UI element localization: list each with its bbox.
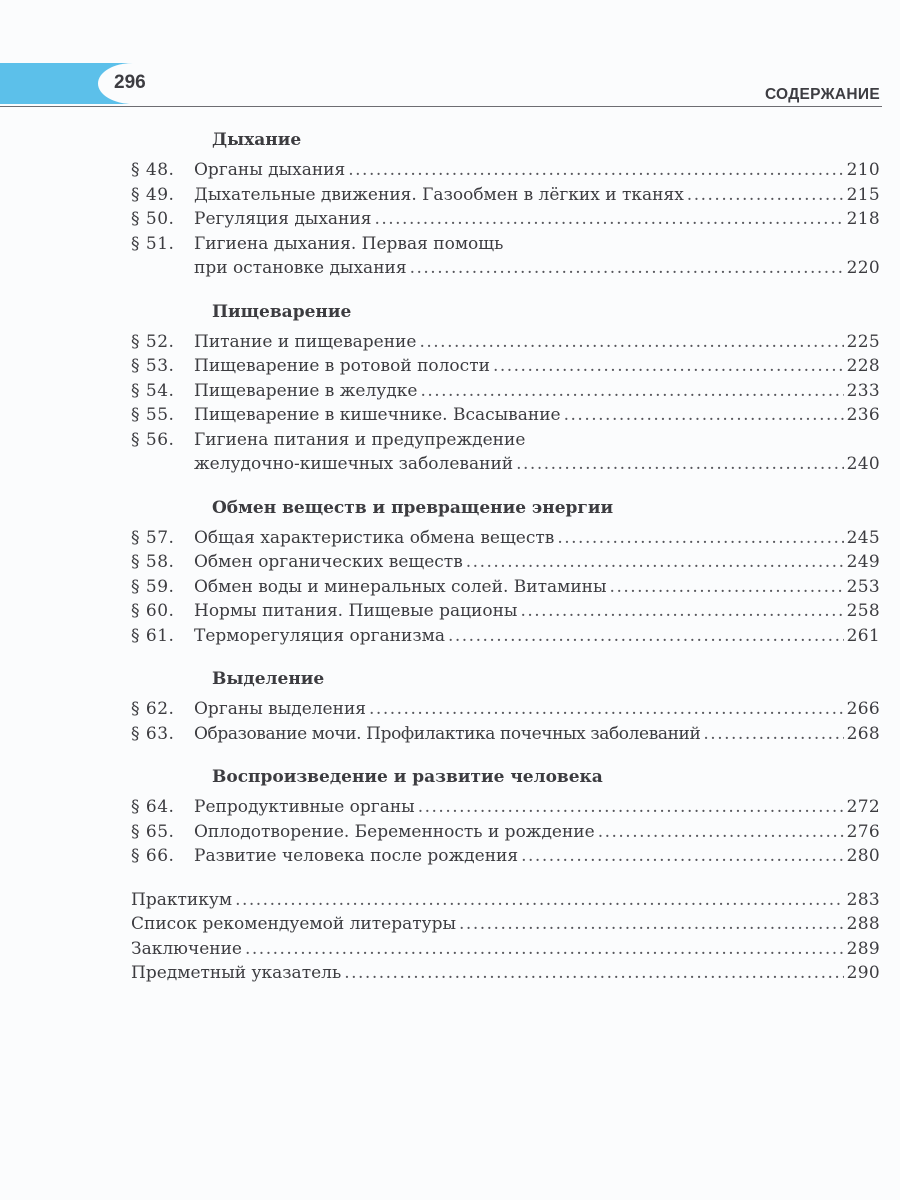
toc-section-metabolism bbox=[131, 496, 880, 649]
page-ref: 288 bbox=[846, 914, 880, 934]
entry-title: Обмен органических веществ bbox=[194, 552, 463, 572]
paragraph-number: § 56. bbox=[131, 429, 175, 450]
entry-title-line1: Гигиена питания и предупреждение bbox=[194, 429, 526, 450]
page-ref: 268 bbox=[846, 723, 880, 744]
toc-entry-practicum[interactable] bbox=[131, 888, 880, 913]
section-title: Обмен веществ и превращение энергии bbox=[212, 497, 614, 518]
entry-title: Репродуктивные органы bbox=[194, 797, 415, 817]
page-ref: 236 bbox=[846, 405, 880, 425]
dot-leader bbox=[520, 599, 843, 624]
entry-title: Регуляция дыхания bbox=[194, 209, 372, 229]
page-ref: 289 bbox=[846, 938, 880, 959]
table-of-contents bbox=[131, 128, 880, 986]
section-title: Дыхание bbox=[212, 130, 302, 150]
toc-entry[interactable] bbox=[131, 575, 880, 600]
toc-entry-subject-index[interactable] bbox=[131, 961, 880, 986]
paragraph-number: § 64. bbox=[131, 797, 175, 817]
dot-leader bbox=[348, 158, 843, 183]
paragraph-number: § 48. bbox=[131, 160, 175, 180]
dot-leader bbox=[459, 912, 844, 937]
toc-entry[interactable] bbox=[131, 232, 880, 281]
dot-leader bbox=[369, 697, 844, 722]
dot-leader bbox=[564, 403, 844, 428]
running-head: СОДЕРЖАНИЕ bbox=[764, 86, 880, 103]
toc-entry[interactable] bbox=[131, 526, 880, 551]
dot-leader bbox=[344, 961, 843, 986]
entry-title-line2: при остановке дыхания bbox=[194, 258, 407, 278]
entry-title: Пищеварение в кишечнике. Всасывание bbox=[194, 405, 561, 425]
dot-leader bbox=[557, 526, 843, 551]
paragraph-number: § 65. bbox=[131, 821, 175, 842]
dot-leader bbox=[466, 550, 844, 575]
toc-entry[interactable] bbox=[131, 844, 880, 869]
entry-title: Практикум bbox=[131, 889, 233, 910]
toc-entry[interactable] bbox=[131, 403, 880, 428]
page-ref: 233 bbox=[846, 380, 880, 401]
paragraph-number: § 49. bbox=[131, 184, 175, 205]
entry-title: Органы дыхания bbox=[194, 160, 346, 180]
toc-entry[interactable] bbox=[131, 697, 880, 722]
toc-section-digestion bbox=[131, 300, 880, 477]
entry-title: Образование мочи. Профилактика почечных заболеваний bbox=[194, 723, 701, 744]
entry-title: Пищеварение в ротовой полости bbox=[194, 356, 490, 376]
page-ref: 215 bbox=[846, 184, 880, 205]
dot-leader bbox=[493, 354, 844, 379]
page-ref: 249 bbox=[846, 552, 880, 572]
entry-title: Обмен воды и минеральных солей. Витамины bbox=[194, 576, 607, 597]
page-ref: 240 bbox=[846, 454, 880, 474]
paragraph-number: § 59. bbox=[131, 576, 175, 597]
entry-title: Предметный указатель bbox=[131, 963, 342, 983]
entry-title: Список рекомендуемой литературы bbox=[131, 914, 457, 934]
paragraph-number: § 60. bbox=[131, 601, 175, 621]
toc-entry[interactable] bbox=[131, 599, 880, 624]
toc-entry[interactable] bbox=[131, 330, 880, 355]
paragraph-number: § 57. bbox=[131, 527, 175, 548]
dot-leader bbox=[687, 183, 844, 208]
entry-title: Пищеварение в желудке bbox=[194, 380, 418, 401]
paragraph-number: § 61. bbox=[131, 625, 175, 646]
entry-title: Терморегуляция организма bbox=[194, 625, 445, 646]
page-ref: 253 bbox=[846, 576, 880, 597]
page-ref: 261 bbox=[846, 625, 880, 646]
entry-title: Дыхательные движения. Газообмен в лёгких и тканях bbox=[194, 184, 684, 205]
toc-entry[interactable] bbox=[131, 722, 880, 747]
toc-section-excretion bbox=[131, 667, 880, 746]
paragraph-number: § 63. bbox=[131, 723, 175, 744]
page-ref: 245 bbox=[846, 527, 880, 548]
toc-entry[interactable] bbox=[131, 183, 880, 208]
dot-leader bbox=[374, 207, 843, 232]
toc-entry[interactable] bbox=[131, 158, 880, 183]
toc-entry-conclusion[interactable] bbox=[131, 937, 880, 962]
toc-entry[interactable] bbox=[131, 795, 880, 820]
dot-leader bbox=[448, 624, 844, 649]
page-ref: 228 bbox=[846, 356, 880, 376]
dot-leader bbox=[420, 379, 843, 404]
entry-title: Заключение bbox=[131, 938, 242, 959]
paragraph-number: § 54. bbox=[131, 380, 175, 401]
toc-entry[interactable] bbox=[131, 379, 880, 404]
paragraph-number: § 62. bbox=[131, 699, 175, 719]
entry-title: Питание и пищеварение bbox=[194, 331, 417, 352]
paragraph-number: § 66. bbox=[131, 846, 175, 866]
page-ref: 276 bbox=[846, 821, 880, 842]
entry-title: Общая характеристика обмена веществ bbox=[194, 527, 555, 548]
dot-leader bbox=[516, 452, 844, 477]
paragraph-number: § 58. bbox=[131, 552, 175, 572]
dot-leader bbox=[521, 844, 844, 869]
toc-entry[interactable] bbox=[131, 207, 880, 232]
page-ref: 266 bbox=[846, 699, 880, 719]
paragraph-number: § 53. bbox=[131, 356, 175, 376]
page-ref: 210 bbox=[846, 160, 880, 180]
toc-entry[interactable] bbox=[131, 820, 880, 845]
dot-leader bbox=[418, 795, 844, 820]
paragraph-number: § 55. bbox=[131, 405, 175, 425]
dot-leader bbox=[703, 722, 843, 747]
page-ref: 290 bbox=[846, 963, 880, 983]
header-divider bbox=[0, 106, 882, 107]
page-ref: 225 bbox=[846, 331, 880, 352]
toc-section-reproduction bbox=[131, 765, 880, 869]
page-number: 296 bbox=[114, 72, 146, 93]
toc-section-breathing bbox=[131, 128, 880, 281]
toc-entry-literature[interactable] bbox=[131, 912, 880, 937]
toc-entry[interactable] bbox=[131, 550, 880, 575]
dot-leader bbox=[419, 330, 843, 355]
dot-leader bbox=[598, 820, 844, 845]
entry-title-line2: желудочно-кишечных заболеваний bbox=[194, 454, 514, 474]
toc-backmatter bbox=[131, 888, 880, 986]
dot-leader bbox=[410, 256, 844, 281]
paragraph-number: § 51. bbox=[131, 233, 175, 254]
dot-leader bbox=[245, 937, 844, 962]
section-title: Воспроизведение и развитие человека bbox=[212, 767, 603, 787]
entry-title: Развитие человека после рождения bbox=[194, 846, 519, 866]
entry-title: Оплодотворение. Беременность и рождение bbox=[194, 821, 595, 842]
toc-entry[interactable] bbox=[131, 428, 880, 477]
toc-entry[interactable] bbox=[131, 354, 880, 379]
entry-title: Нормы питания. Пищевые рационы bbox=[194, 601, 518, 621]
toc-entry[interactable] bbox=[131, 624, 880, 649]
entry-title-line1: Гигиена дыхания. Первая помощь bbox=[194, 233, 504, 254]
paragraph-number: § 50. bbox=[131, 209, 175, 229]
dot-leader bbox=[610, 575, 844, 600]
page-ref: 272 bbox=[846, 797, 880, 817]
page-ref: 280 bbox=[846, 846, 880, 866]
entry-title: Органы выделения bbox=[194, 699, 367, 719]
dot-leader bbox=[235, 888, 844, 913]
section-title: Пищеварение bbox=[212, 301, 352, 322]
page-ref: 218 bbox=[846, 209, 880, 229]
page-ref: 283 bbox=[846, 889, 880, 910]
page-ref: 220 bbox=[846, 258, 880, 278]
section-title: Выделение bbox=[212, 669, 325, 689]
page-ref: 258 bbox=[846, 601, 880, 621]
paragraph-number: § 52. bbox=[131, 331, 175, 352]
